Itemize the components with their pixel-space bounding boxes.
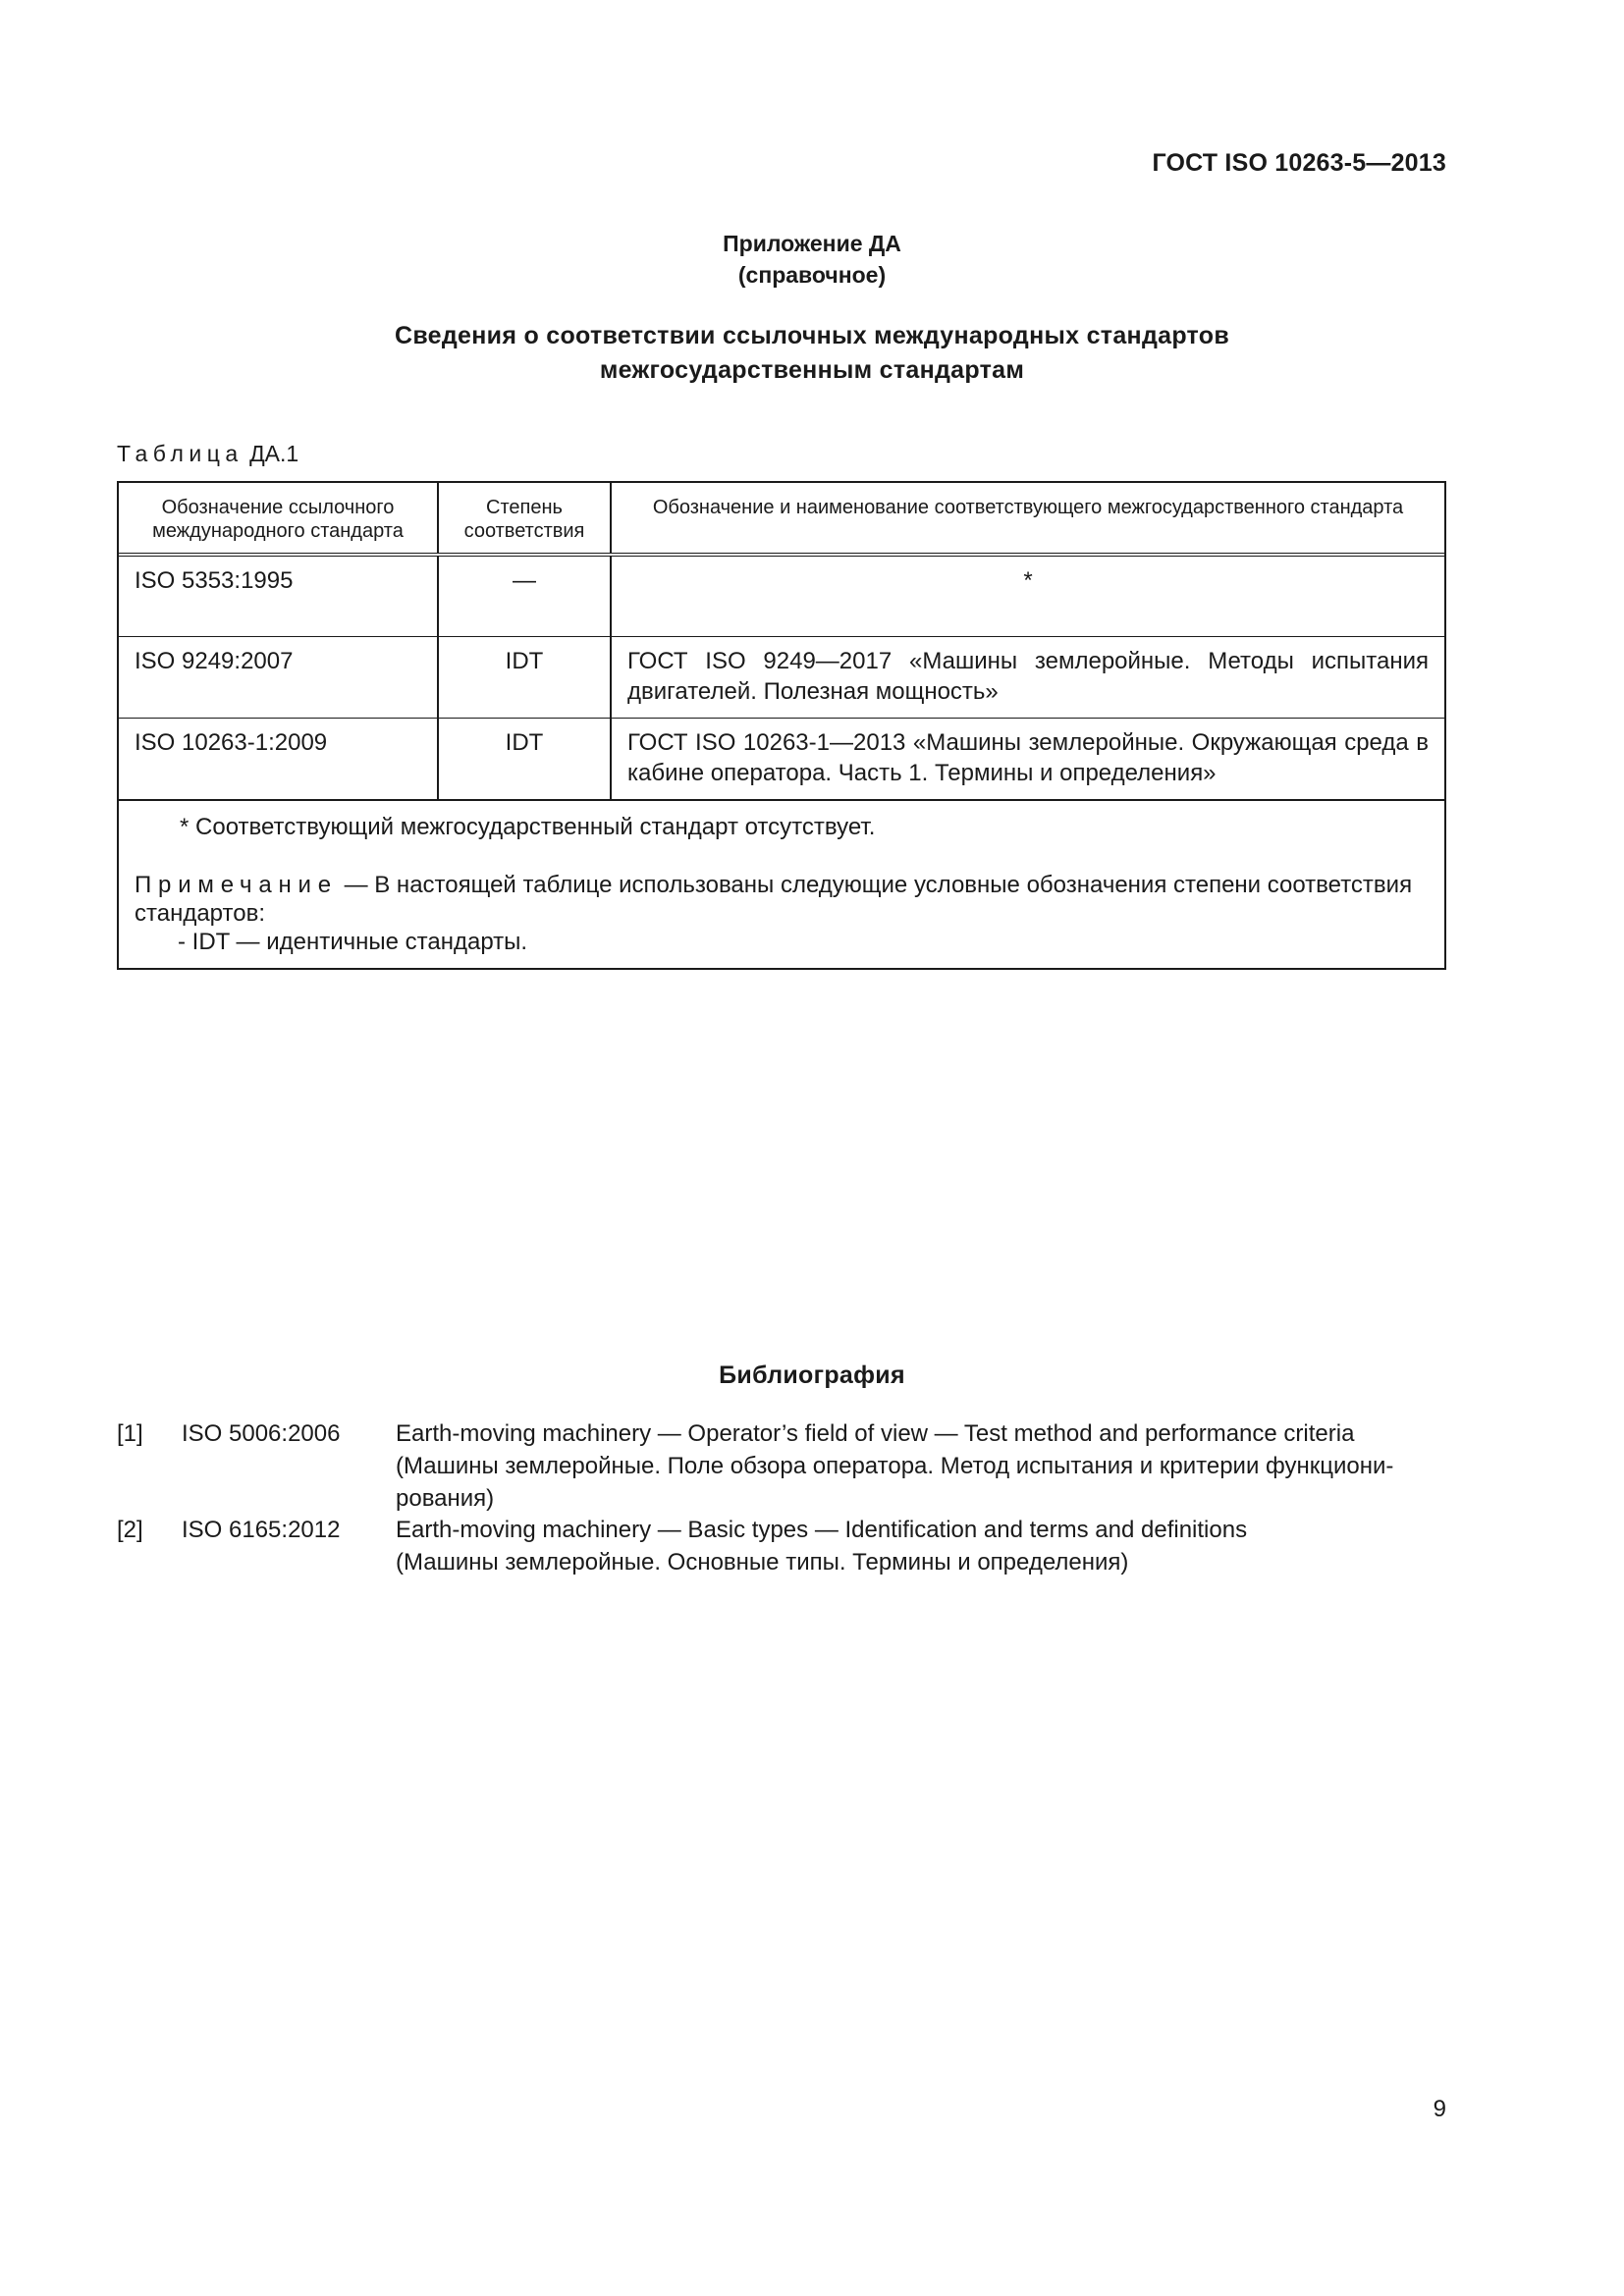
table-notes xyxy=(119,801,1444,968)
cell-reference: ISO 10263-1:2009 xyxy=(119,719,439,799)
document-code: ГОСТ ISO 10263-5—2013 xyxy=(1152,149,1446,177)
bibliography-entry-title-en: Earth-moving machinery — Basic types — Identification and terms and definitions xyxy=(396,1517,1248,1543)
annex-heading xyxy=(0,319,1624,388)
cell-degree: — xyxy=(439,557,612,636)
table-header-row xyxy=(119,483,1444,557)
annex-header xyxy=(0,228,1624,291)
correspondence-table xyxy=(117,481,1446,970)
annex-heading-line-2: межгосударственным стандартам xyxy=(599,356,1025,384)
bibliography-title: Библиография xyxy=(719,1362,905,1389)
note-text: — В настоящей таблице использованы следующие условные обозначения степени соответствия стандартов: xyxy=(135,872,1413,927)
table-row xyxy=(119,557,1444,637)
header-cell-degree: Степень соответствия xyxy=(439,483,612,553)
table-note xyxy=(135,871,1429,928)
bibliography-entry-code: ISO 5006:2006 xyxy=(182,1420,341,1447)
bibliography-entry-number: [1] xyxy=(117,1420,143,1447)
bibliography-entry-title-en: Earth-moving machinery — Operator’s field of view — Test method and performance criteria xyxy=(396,1420,1355,1447)
cell-reference: ISO 9249:2007 xyxy=(119,637,439,718)
table-caption xyxy=(117,441,298,467)
cell-national: * xyxy=(1023,567,1033,594)
table-caption-label: Таблица xyxy=(117,441,244,466)
cell-degree: IDT xyxy=(439,719,612,799)
table-caption-number: ДА.1 xyxy=(249,441,299,466)
page-number: 9 xyxy=(1433,2096,1446,2122)
bibliography-entry xyxy=(117,1417,1446,1515)
bibliography-entry-title-ru: (Машины землеройные. Поле обзора оператора. Метод испытания и критерии функционирования) xyxy=(396,1453,1394,1512)
annex-subtitle: (справочное) xyxy=(737,262,887,288)
bibliography-entry-number: [2] xyxy=(117,1517,143,1543)
cell-national: ГОСТ ISO 10263-1—2013 «Машины землеройные. Окружающая среда в кабине оператора. Часть 1. Термины и определения» xyxy=(627,729,1429,786)
table-row xyxy=(119,637,1444,719)
table-footnote: * Соответствующий межгосударственный стандарт отсутствует. xyxy=(180,814,876,840)
header-cell-national: Обозначение и наименование соответствующего межгосударственного стандарта xyxy=(652,497,1404,518)
annex-heading-line-1: Сведения о соответствии ссылочных международных стандартов xyxy=(394,322,1230,349)
bibliography-entry-code: ISO 6165:2012 xyxy=(182,1517,341,1543)
annex-title: Приложение ДА xyxy=(723,231,901,256)
cell-degree: IDT xyxy=(439,637,612,718)
table-row xyxy=(119,719,1444,801)
header-cell-reference: Обозначение ссылочного международного стандарта xyxy=(119,483,439,553)
bibliography-entry xyxy=(117,1514,1446,1578)
cell-national: ГОСТ ISO 9249—2017 «Машины землеройные. Методы испытания двигателей. Полезная мощность» xyxy=(627,648,1429,705)
note-label: Примечание xyxy=(135,872,338,898)
note-item: - IDT — идентичные стандарты. xyxy=(178,929,528,955)
cell-reference: ISO 5353:1995 xyxy=(119,557,439,636)
bibliography-entry-title-ru: (Машины землеройные. Основные типы. Термины и определения) xyxy=(396,1549,1129,1575)
